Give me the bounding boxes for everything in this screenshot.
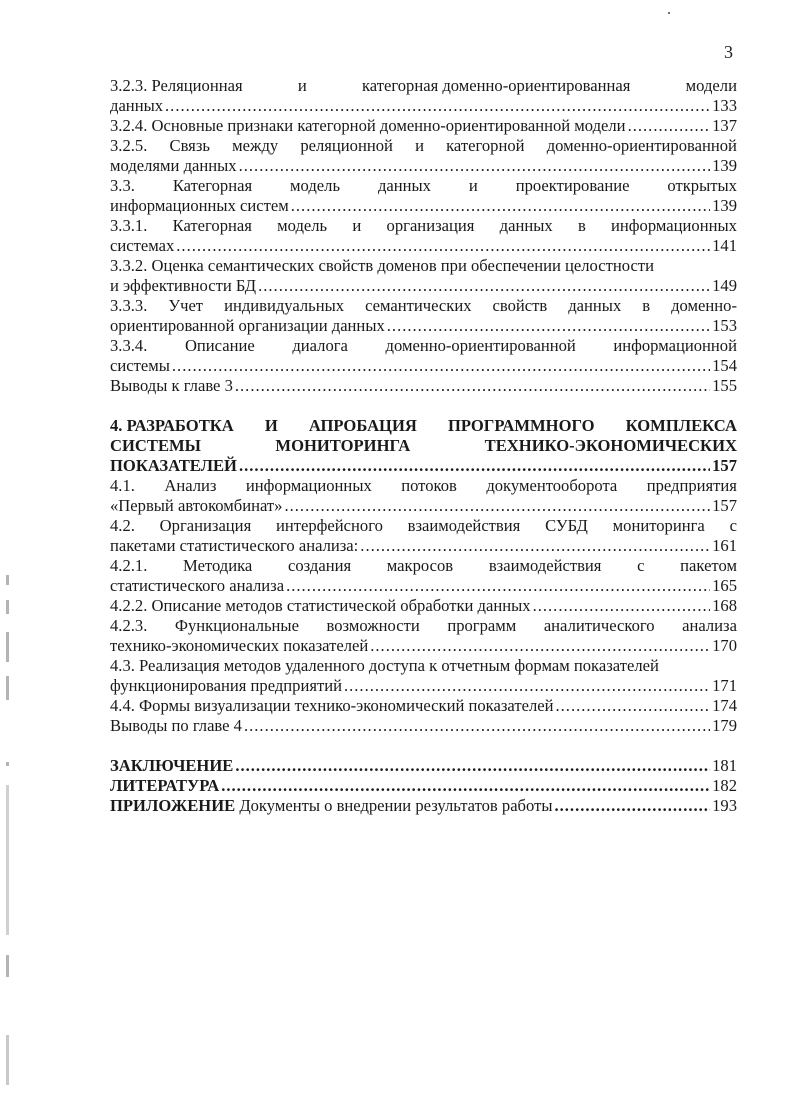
toc-entry-line [110, 516, 737, 536]
toc-entry-text: доменно-ориентированной [546, 136, 737, 155]
toc-entry-text: возможности [326, 616, 420, 635]
dot-leader [176, 236, 710, 256]
toc-entry-text: пакетом [680, 556, 737, 575]
toc-entry-text: СУБД [545, 516, 588, 535]
toc-entry-title: ПОКАЗАТЕЛЕЙ [110, 456, 237, 475]
toc-entry[interactable] [110, 376, 737, 396]
toc-entry-text: программ [447, 616, 517, 635]
scan-margin-noise [6, 600, 9, 614]
toc-entry[interactable] [110, 76, 737, 116]
toc-entry-line [110, 316, 737, 336]
toc-entry-title: системы [110, 356, 170, 375]
toc-page-number: 168 [712, 596, 737, 615]
dot-leader [244, 716, 710, 736]
toc-entry[interactable] [110, 336, 737, 376]
toc-entry-line [110, 416, 737, 436]
toc-entry[interactable] [110, 476, 737, 516]
toc-entry-text: и [352, 216, 362, 235]
toc-entry-line [110, 76, 737, 96]
toc-page-number: 139 [712, 196, 737, 215]
toc-entry-text: данных [568, 296, 622, 315]
toc-entry-line [110, 596, 737, 616]
toc-entry-title: Выводы к главе 3 [110, 376, 233, 395]
toc-page-number: 170 [712, 636, 737, 655]
toc-entry-title: функционирования предприятий [110, 676, 342, 695]
toc-entry-line [110, 176, 737, 196]
toc-entry-line [110, 476, 737, 496]
toc-entry-text: 4.3. Реализация методов удаленного доступа к отчетным формам показателей [110, 656, 659, 675]
toc-entry-text: данных [377, 176, 431, 195]
toc-entry-text: 4.2.1. [110, 556, 148, 575]
scan-margin-noise [6, 1035, 9, 1085]
dot-leader [533, 596, 711, 616]
toc-entry-text: взаимодействия [488, 556, 602, 575]
toc-entry-text: Категорная [172, 216, 252, 235]
toc-entry-line [110, 776, 737, 796]
toc-entry-text: данных [499, 216, 553, 235]
toc-entry-title: ЛИТЕРАТУРА [110, 776, 220, 795]
dot-leader [554, 796, 710, 816]
toc-entry-text: модель [290, 176, 341, 195]
toc-entry-line [110, 556, 737, 576]
toc-entry-line [110, 336, 737, 356]
toc-entry[interactable] [110, 656, 737, 696]
toc-entry-text: ПРОГРАММНОГО [447, 416, 595, 435]
toc-entry-text: мониторинга [612, 516, 705, 535]
toc-page-number: 157 [712, 456, 737, 475]
dot-leader [235, 756, 710, 776]
toc-page-number: 161 [712, 536, 737, 555]
toc-entry[interactable] [110, 776, 737, 796]
toc-page-number: 181 [712, 756, 737, 775]
toc-page-number: 171 [712, 676, 737, 695]
toc-entry-text: между [232, 136, 279, 155]
toc-entry-text: категорная доменно-ориентированная [361, 76, 631, 95]
toc-entry-title: Выводы по главе 4 [110, 716, 242, 735]
toc-entry-line [110, 436, 737, 456]
section-spacer [110, 736, 737, 756]
scan-margin-noise [6, 785, 9, 935]
toc-entry-line [110, 116, 737, 136]
toc-entry-line [110, 716, 737, 736]
dot-leader [291, 196, 710, 216]
toc-entry-title: «Первый автокомбинат» [110, 496, 283, 515]
toc-entry-text: с [637, 556, 645, 575]
toc-entry-text: открытых [667, 176, 737, 195]
dot-leader [370, 636, 710, 656]
toc-entry-line [110, 576, 737, 596]
toc-entry-text: Функциональные [174, 616, 299, 635]
toc-entry-text: 3.3.1. [110, 216, 148, 235]
toc-entry-text: предприятия [646, 476, 737, 495]
toc-entry-text: потоков [401, 476, 457, 495]
toc-entry-line [110, 676, 737, 696]
toc-page-number: 174 [712, 696, 737, 715]
toc-entry-text: КОМПЛЕКСА [625, 416, 737, 435]
scan-margin-noise [6, 955, 9, 977]
dot-leader [258, 276, 710, 296]
toc-entry-title: пакетами статистического анализа: [110, 536, 359, 555]
scan-margin-noise [6, 632, 9, 662]
toc-entry-line [110, 96, 737, 116]
toc-entry-text: МОНИТОРИНГА [275, 436, 411, 455]
dot-leader [286, 576, 710, 596]
toc-entry-text: информационных [245, 476, 372, 495]
toc-entry-text: 3.3. [110, 176, 135, 195]
toc-entry-text: индивидуальных [224, 296, 345, 315]
toc-entry-line [110, 136, 737, 156]
toc-entry-text: информационной [613, 336, 737, 355]
toc-entry-line [110, 256, 737, 276]
toc-entry-text: семантических [365, 296, 472, 315]
page-number: 3 [724, 42, 733, 62]
toc-entry-title: технико-экономических показателей [110, 636, 369, 655]
toc-entry[interactable] [110, 696, 737, 716]
toc-entry-text: информационных [611, 216, 737, 235]
scan-speck [668, 12, 670, 14]
dot-leader [284, 496, 710, 516]
toc-entry-text: модель [277, 216, 328, 235]
dot-leader [221, 776, 710, 796]
toc-entry-text: макросов [386, 556, 454, 575]
toc-page-number: 139 [712, 156, 737, 175]
toc-entry-text: Методика [183, 556, 253, 575]
toc-page-number: 179 [712, 716, 737, 735]
dot-leader [344, 676, 710, 696]
toc-entry-text: доменно- [671, 296, 737, 315]
toc-entry-line [110, 236, 737, 256]
toc-entry[interactable] [110, 296, 737, 336]
toc-entry-line [110, 456, 737, 476]
toc-entry-text: организация [386, 216, 475, 235]
toc-entry-text: проектирование [515, 176, 630, 195]
toc-entry-text: анализа [682, 616, 737, 635]
toc-entry-line [110, 496, 737, 516]
toc-entry-line [110, 376, 737, 396]
toc-entry-text: Связь [169, 136, 210, 155]
toc-entry[interactable] [110, 596, 737, 616]
toc-entry-line [110, 196, 737, 216]
toc-page-number: 149 [712, 276, 737, 295]
toc-entry-text: Учет [168, 296, 204, 315]
toc-entry-line [110, 276, 737, 296]
dot-leader [165, 96, 710, 116]
toc-entry[interactable] [110, 256, 737, 296]
toc-entry-text: 3.2.5. [110, 136, 148, 155]
table-of-contents [110, 76, 737, 816]
toc-entry-line [110, 756, 737, 776]
toc-page-number: 155 [712, 376, 737, 395]
toc-entry-text: 4.1. [110, 476, 135, 495]
toc-entry-text: модели [685, 76, 737, 95]
toc-entry-text: 4. РАЗРАБОТКА [110, 416, 234, 435]
toc-entry-text: с [729, 516, 737, 535]
scan-margin-noise [6, 762, 9, 766]
toc-page-number: 141 [712, 236, 737, 255]
toc-entry[interactable] [110, 416, 737, 476]
toc-entry-text: и [468, 176, 478, 195]
dot-leader [235, 376, 710, 396]
toc-entry-line [110, 656, 737, 676]
toc-entry[interactable] [110, 616, 737, 656]
toc-page-number: 157 [712, 496, 737, 515]
scan-margin-noise [6, 676, 9, 700]
toc-entry-text: ТЕХНИКО-ЭКОНОМИЧЕСКИХ [484, 436, 737, 455]
toc-entry-line [110, 636, 737, 656]
dot-leader [172, 356, 710, 376]
toc-entry-text: 3.2.3. Реляционная [110, 76, 243, 95]
toc-entry-text: Организация [159, 516, 252, 535]
toc-entry-text: документооборота [486, 476, 618, 495]
toc-entry-title: 4.2.2. Описание методов статистической обработки данных [110, 596, 531, 615]
toc-entry-title: ЗАКЛЮЧЕНИЕ [110, 756, 234, 775]
toc-entry-title: и эффективности БД [110, 276, 257, 295]
toc-entry-text: в [577, 216, 586, 235]
toc-entry-text: интерфейсного [275, 516, 383, 535]
toc-entry-text: и [297, 76, 307, 95]
toc-entry-text: АПРОБАЦИЯ [308, 416, 417, 435]
toc-entry-title: данных [110, 96, 164, 115]
toc-page-number: 137 [712, 116, 737, 135]
toc-entry-text: свойств [492, 296, 548, 315]
toc-page-number: 153 [712, 316, 737, 335]
toc-entry-title: 4.4. Формы визуализации технико-экономический показателей [110, 696, 554, 715]
toc-entry-text: аналитического [543, 616, 655, 635]
toc-entry-text: реляционной [300, 136, 393, 155]
toc-entry-line [110, 296, 737, 316]
toc-entry[interactable] [110, 716, 737, 736]
toc-entry-text: СИСТЕМЫ [110, 436, 201, 455]
toc-entry-line [110, 796, 737, 816]
toc-entry-text: 3.3.2. Оценка семантических свойств доменов при обеспечении целостности [110, 256, 654, 275]
toc-entry[interactable] [110, 176, 737, 216]
toc-entry-title: статистического анализа [110, 576, 285, 595]
toc-entry-text: 4.2. [110, 516, 135, 535]
toc-entry-title: информационных систем [110, 196, 289, 215]
toc-entry-line [110, 616, 737, 636]
toc-entry-text: взаимодействия [407, 516, 521, 535]
toc-entry-subtitle: Документы о внедрении результатов работы [235, 796, 553, 815]
toc-entry-text: и [415, 136, 424, 155]
toc-entry-text: Анализ [164, 476, 217, 495]
scan-margin-noise [6, 575, 9, 585]
toc-entry-line [110, 216, 737, 236]
toc-entry-title: системах [110, 236, 175, 255]
toc-entry-title: моделями данных [110, 156, 237, 175]
toc-entry-text: в [642, 296, 651, 315]
toc-entry-text: Описание [184, 336, 255, 355]
toc-entry[interactable] [110, 116, 737, 136]
toc-entry[interactable] [110, 216, 737, 256]
toc-entry-line [110, 156, 737, 176]
toc-entry-text: 4.2.3. [110, 616, 148, 635]
toc-page-number: 182 [712, 776, 737, 795]
dot-leader [556, 696, 711, 716]
toc-entry-line [110, 536, 737, 556]
dot-leader [239, 456, 710, 476]
toc-entry-text: доменно-ориентированной [385, 336, 576, 355]
toc-entry-text: И [264, 416, 278, 435]
toc-entry-title: 3.2.4. Основные признаки категорной доменно-ориентированной модели [110, 116, 626, 135]
toc-entry[interactable] [110, 756, 737, 776]
toc-page-number: 133 [712, 96, 737, 115]
toc-entry-text: создания [287, 556, 352, 575]
toc-entry-title: ориентированной организации данных [110, 316, 385, 335]
dot-leader [239, 156, 711, 176]
toc-page-number: 165 [712, 576, 737, 595]
toc-entry-line [110, 356, 737, 376]
toc-entry[interactable] [110, 516, 737, 556]
toc-entry-title: ПРИЛОЖЕНИЕ [110, 796, 236, 815]
dot-leader [387, 316, 710, 336]
toc-entry-text: диалога [292, 336, 348, 355]
dot-leader [628, 116, 711, 136]
toc-entry-text: 3.3.4. [110, 336, 148, 355]
toc-page-number: 193 [712, 796, 737, 815]
toc-entry[interactable] [110, 556, 737, 596]
toc-entry-text: Категорная [172, 176, 253, 195]
toc-entry-line [110, 696, 737, 716]
dot-leader [360, 536, 710, 556]
section-spacer [110, 396, 737, 416]
toc-entry-text: категорной [446, 136, 525, 155]
toc-entry[interactable] [110, 136, 737, 176]
toc-page-number: 154 [712, 356, 737, 375]
toc-entry[interactable] [110, 796, 737, 816]
toc-entry-text: 3.3.3. [110, 296, 148, 315]
